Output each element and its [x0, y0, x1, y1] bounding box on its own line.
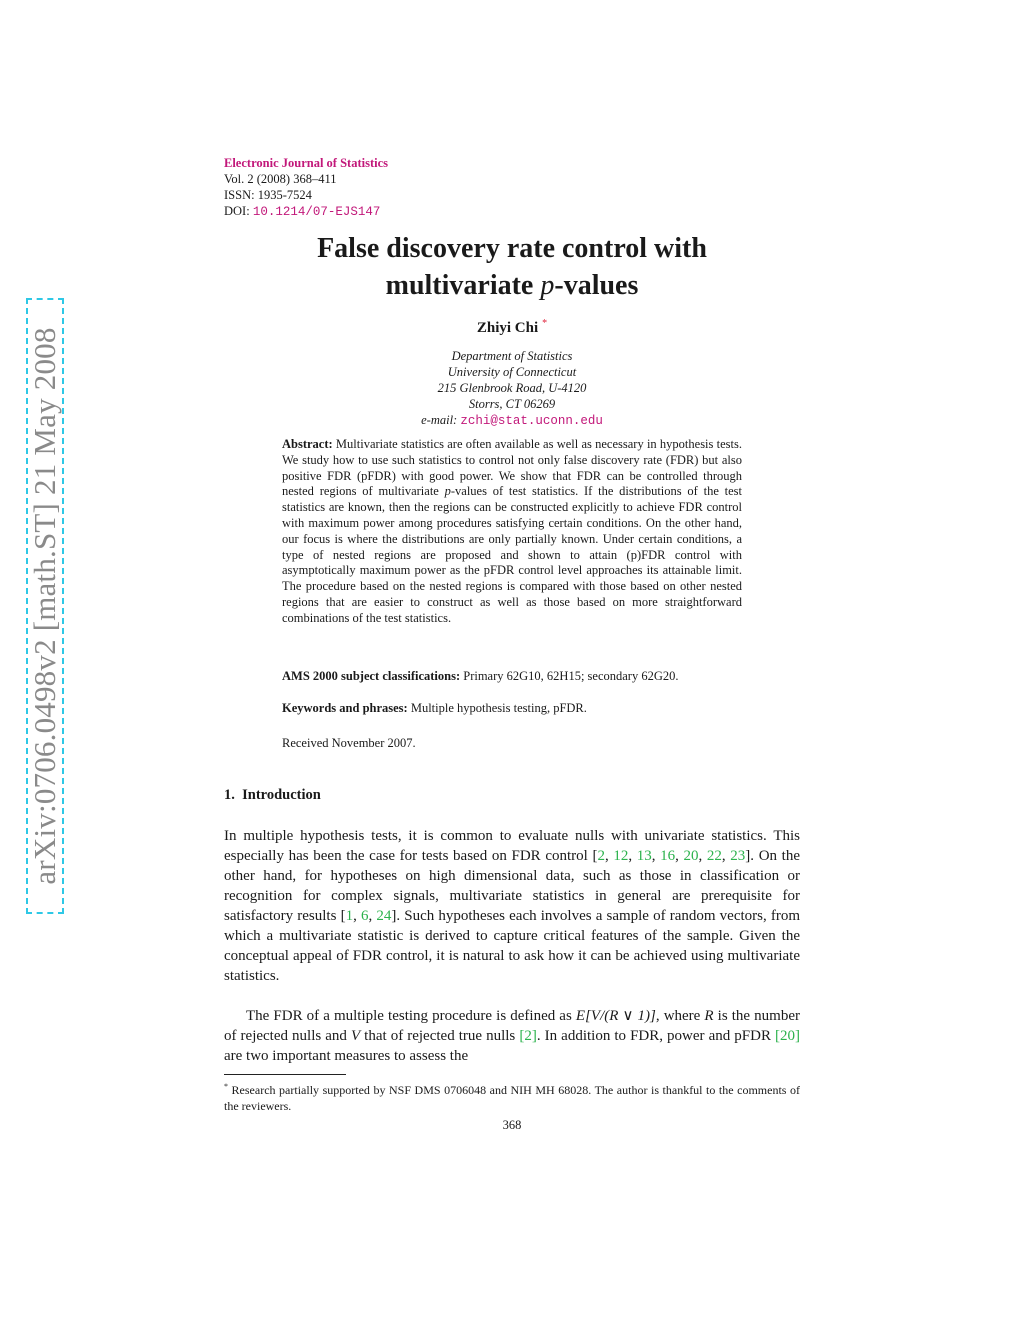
arxiv-stamp[interactable]: [26, 298, 64, 914]
p2-text-1: The FDR of a multiple testing procedure is defined as: [246, 1008, 576, 1024]
intro-paragraph-2: [224, 1006, 800, 1066]
page-number: 368: [502, 1118, 522, 1132]
intro-paragraph-1: [224, 826, 800, 986]
arxiv-id[interactable]: arXiv:0706.0498v2 [math.ST] 21 May 2008: [27, 327, 62, 885]
abstract: [282, 437, 742, 627]
affiliation-city: Storrs, CT 06269: [468, 397, 556, 411]
keywords-label: Keywords and phrases:: [282, 701, 408, 715]
citation-link-22[interactable]: 22: [706, 848, 722, 864]
citation-link-6[interactable]: 6: [360, 908, 369, 924]
footnote-mark: *: [224, 1082, 228, 1091]
p2-text-2: , where: [655, 1008, 705, 1024]
abstract-text-1: Multivariate statistics are often available as well as necessary in hypothesis tests. We study how to use such statistics to control not only false discovery rate (FDR) but also positive FDR (pFDR) with good power. We show that FDR can be controlled through nested regions of multivariate: [282, 437, 742, 499]
p1-text-3: . Such hypotheses each involves a sample of random vectors, from which a multivariate statistic is derived to capture critical features of the sample. Given the conceptual appeal of FDR control, it is natural to ask how it can be achieved using multivariate statistics.: [224, 908, 801, 984]
author-footnote-mark[interactable]: *: [542, 318, 548, 329]
citation-link-24[interactable]: 24: [376, 908, 392, 924]
citation-group-b: 1, 6, 24: [345, 908, 392, 924]
email-label: e-mail:: [421, 413, 461, 427]
author-name: Zhiyi Chi: [476, 320, 539, 336]
citation-link-20[interactable]: 20: [683, 848, 699, 864]
footnote-rule: [224, 1074, 346, 1075]
doi-link[interactable]: 10.1214/07-EJS147: [252, 205, 381, 219]
p2-text-4: that of rejected true nulls: [360, 1028, 520, 1044]
citation-link-1[interactable]: 1: [345, 908, 354, 924]
p1-text-1: In multiple hypothesis tests, it is common to evaluate nulls with univariate statistics. This especially has been the case for tests based on FDR control: [224, 828, 800, 864]
journal-doi: [224, 203, 388, 220]
received-date: Received November 2007.: [282, 736, 416, 750]
ams-classification: [282, 669, 742, 685]
journal-name[interactable]: Electronic Journal of Statistics: [224, 156, 388, 170]
journal-header: [224, 155, 388, 220]
section-heading: [224, 787, 321, 804]
p2-math-e: E: [575, 1008, 586, 1024]
affiliation: [224, 348, 800, 429]
title-line-2-post: -values: [554, 270, 639, 301]
p2-text-6: are two important measures to assess the: [224, 1048, 469, 1064]
citation-link-20[interactable]: [20]: [775, 1028, 800, 1044]
ams-text: Primary 62G10, 62H15; secondary 62G20.: [460, 669, 679, 683]
p1-ref-open-b: [: [340, 908, 346, 924]
section-number: 1.: [224, 787, 235, 803]
doi-label: DOI:: [224, 204, 253, 218]
title-line-2: [224, 267, 800, 304]
affiliation-univ: University of Connecticut: [447, 365, 577, 379]
title-line-1: False discovery rate control with: [317, 233, 707, 264]
p1-text-2: . On the other hand, for hypotheses on high dimensional data, such as those in classification or recognition for complex signals, multivariate statistics in general are prerequisite for satisfactory results: [224, 848, 800, 924]
affiliation-street: 215 Glenbrook Road, U-4120: [437, 381, 587, 395]
keywords: [282, 701, 742, 717]
ams-label: AMS 2000 subject classifications:: [282, 669, 461, 683]
email-link[interactable]: zchi@stat.uconn.edu: [460, 414, 603, 428]
paper-title: [224, 230, 800, 304]
journal-volume: Vol. 2 (2008) 368–411: [224, 172, 337, 186]
citation-link-2[interactable]: 2: [597, 848, 605, 864]
journal-issn: ISSN: 1935-7524: [224, 188, 312, 202]
citation-link-13[interactable]: 13: [636, 848, 652, 864]
citation-link-23[interactable]: 23: [730, 848, 746, 864]
abstract-text-2: -values of test statistics. If the distributions of the test statistics are known, then the regions can be constructed explicitly to achieve FDR control with maximum power among procedures satisfying certain conditions. On the other hand, our focus is where the distributions are only partially known. Under certain conditions, a type of nested regions are proposed and shown to attain (p)FDR control with asymptotically maximum power as the pFDR control level approaches its attainable limit. The procedure based on the nested regions is compared with those based on other nested regions that are easier to construct as well as those based on more straightforward combinations of the test statistics.: [282, 484, 742, 625]
citation-link-2[interactable]: [2]: [519, 1028, 537, 1044]
author: [224, 318, 800, 337]
citation-link-12[interactable]: 12: [613, 848, 629, 864]
keywords-text: Multiple hypothesis testing, pFDR.: [407, 701, 587, 715]
section-title: Introduction: [242, 787, 321, 803]
abstract-label: Abstract:: [282, 437, 333, 451]
p2-text-3: is the number of rejected nulls and: [224, 1008, 800, 1044]
affiliation-dept: Department of Statistics: [451, 349, 573, 363]
citation-link-16[interactable]: 16: [660, 848, 676, 864]
p1-ref-close-b: ]: [391, 908, 397, 924]
title-line-2-pre: multivariate: [385, 270, 541, 301]
p2-math-r: R: [704, 1008, 714, 1024]
affiliation-email: [224, 412, 800, 429]
p1-ref-close: ]: [745, 848, 751, 864]
p2-text-5: . In addition to FDR, power and pFDR: [536, 1028, 775, 1044]
footnote-text: Research partially supported by NSF DMS 0706048 and NIH MH 68028. The author is thankful to the comments of the reviewers.: [224, 1083, 800, 1113]
p2-math-v: V: [350, 1028, 361, 1044]
title-p: p: [540, 270, 555, 301]
p1-ref-open: [: [592, 848, 598, 864]
footnote: [224, 1079, 800, 1114]
abstract-p: p: [444, 484, 451, 499]
p2-math-expr: [V/(R ∨ 1)]: [585, 1008, 656, 1024]
citation-group-a: 2, 12, 13, 16, 20, 22, 23: [597, 848, 746, 864]
